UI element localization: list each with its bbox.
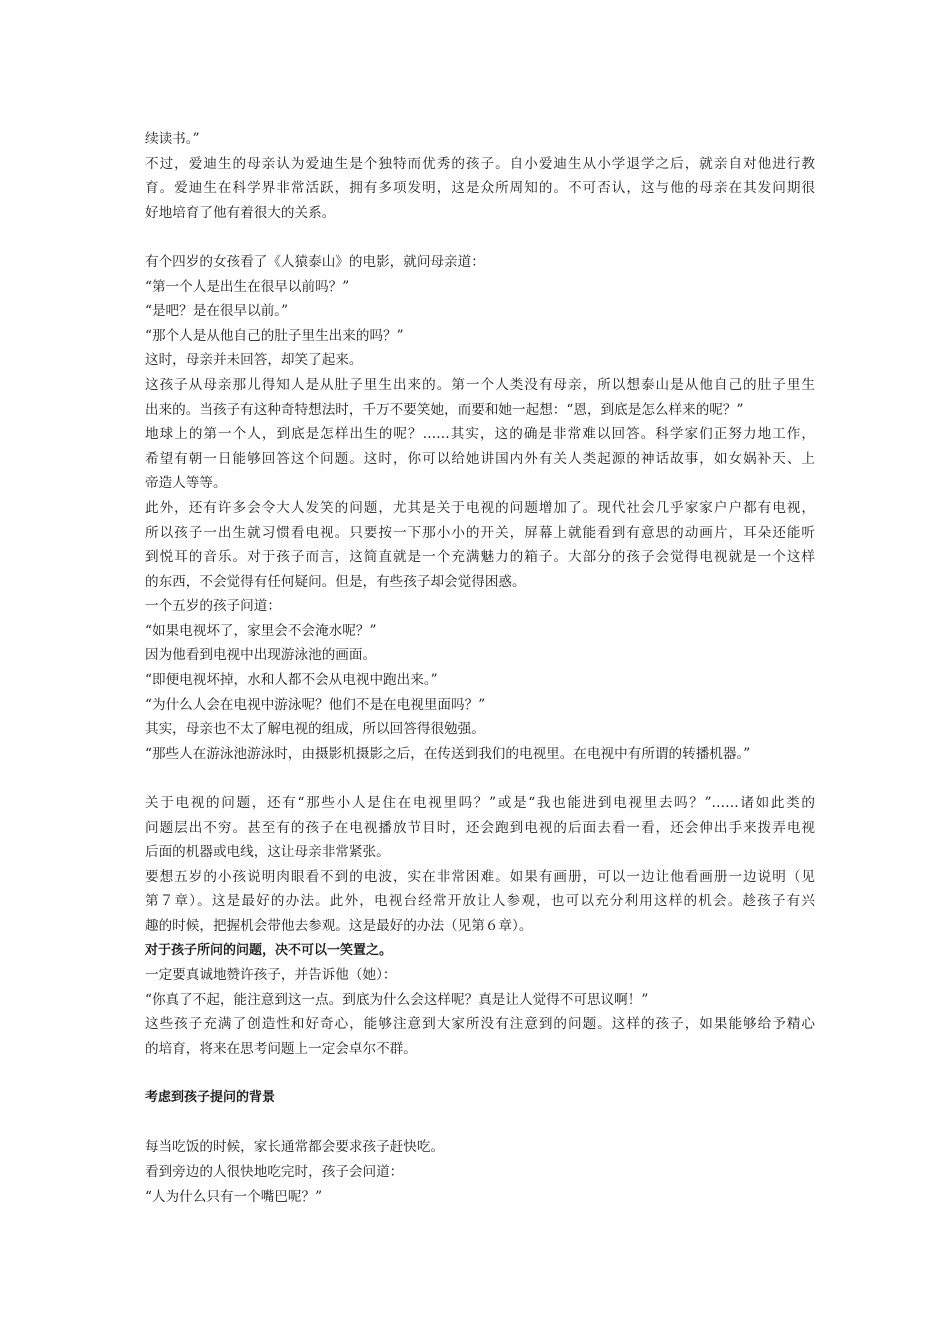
- paragraph-spacer: [145, 766, 815, 791]
- text-line: 续读书。”: [145, 131, 200, 147]
- text-line: “第一个人是出生在很早以前吗？”: [145, 278, 350, 295]
- paragraph: [145, 668, 815, 693]
- text-line: “人为什么只有一个嘴巴呢？”: [145, 1188, 323, 1205]
- paragraph: [145, 1185, 815, 1210]
- paragraph: [145, 988, 815, 1013]
- paragraph: [145, 1160, 815, 1185]
- bold-paragraph: [145, 939, 815, 964]
- text-line: “如果电视坏了，家里会不会淹水呢？”: [145, 622, 377, 639]
- text-line: “是吧？是在很早以前。”: [145, 303, 289, 320]
- text-line: 要想五岁的小孩说明肉眼看不到的电波，实在非常困难。如果有画册，可以一边让他看画册一边说明（见: [145, 868, 815, 885]
- text-line: 这孩子从母亲那儿得知人是从肚子里生出来的。第一个人类没有母亲，所以想泰山是从他自己的肚子里生: [145, 376, 815, 393]
- text-line: 地球上的第一个人，到底是怎样出生的呢？……其实，这的确是非常难以回答。科学家们正努力地工作，: [145, 426, 815, 443]
- text-line: 趣的时候，把握机会带他去参观。这是最好的办法（见第６章）。: [145, 918, 533, 934]
- text-line: 这时，母亲并未回答，却笑了起来。: [145, 352, 363, 369]
- paragraph: [145, 619, 815, 644]
- text-line: 的东西，不会觉得有任何疑问。但是，有些孩子却会觉得困惑。: [145, 573, 526, 590]
- text-line: 希望有朝一日能够回答这个问题。这时，你可以给她讲国内外有关人类起源的神话故事，如女娲补天、上: [145, 450, 815, 467]
- paragraph: [145, 422, 815, 496]
- text-line: 每当吃饭的时候，家长通常都会要求孩子赶快吃。: [145, 1139, 445, 1156]
- paragraph: [145, 643, 815, 668]
- text-line: 问题层出不穷。甚至有的孩子在电视播放节目时，还会跑到电视的后面去看一看，还会伸出手来拨弄电视: [145, 819, 815, 836]
- paragraph: [145, 324, 815, 349]
- paragraph: [145, 865, 815, 939]
- paragraph: [145, 791, 815, 865]
- text-line: 第７章）。这是最好的办法。此外，电视台经常开放让人参观，也可以充分利用这样的机会。趁孩子有兴: [145, 893, 815, 910]
- paragraph: [145, 742, 815, 767]
- paragraph-spacer: [145, 1062, 815, 1087]
- paragraph: [145, 127, 815, 152]
- text-line: 考虑到孩子提问的背景: [145, 1090, 276, 1106]
- text-line: 好地培育了他有着很大的关系。: [145, 204, 336, 221]
- text-line: 后面的机器或电线，这让母亲非常紧张。: [145, 844, 390, 861]
- text-line: 此外，还有许多会令大人发笑的问题，尤其是关于电视的问题增加了。现代社会几乎家家户户都有电视，: [145, 499, 815, 516]
- paragraph: [145, 299, 815, 324]
- text-line: 这些孩子充满了创造性和好奇心，能够注意到大家所没有注意到的问题。这样的孩子，如果能够给予精心: [145, 1016, 815, 1033]
- paragraph-spacer: [145, 1111, 815, 1136]
- text-line: 一个五岁的孩子问道：: [145, 598, 281, 615]
- text-line: 的培育，将来在思考问题上一定会卓尔不群。: [145, 1040, 417, 1057]
- paragraph: [145, 594, 815, 619]
- paragraph: [145, 1012, 815, 1061]
- paragraph: [145, 348, 815, 373]
- text-line: 关于电视的问题，还有“那些小人是住在电视里吗？”或是“我也能进到电视里去吗？”……诸如此类的: [145, 795, 815, 812]
- document-page: [145, 127, 815, 1209]
- text-line: 到悦耳的音乐。对于孩子而言，这简直就是一个充满魅力的箱子。大部分的孩子会觉得电视就是一个这样: [145, 549, 815, 566]
- paragraph: [145, 373, 815, 422]
- text-line: 出来的。当孩子有这种奇特想法时，千万不要笑她，而要和她一起想：“恩，到底是怎么样来的呢？”: [145, 401, 744, 418]
- text-line: 其实，母亲也不太了解电视的组成，所以回答得很勉强。: [145, 721, 485, 738]
- text-line: “你真了不起，能注意到这一点。到底为什么会这样呢？真是让人觉得不可思议啊！”: [145, 991, 649, 1008]
- text-line: 所以孩子一出生就习惯看电视。只要按一下那小小的开关，屏幕上就能看到有意思的动画片，耳朵还能听: [145, 524, 815, 541]
- text-line: 帝造人等等。: [145, 475, 227, 492]
- text-line: “那个人是从他自己的肚子里生出来的吗？”: [145, 327, 404, 344]
- text-line: 育。爱迪生在科学界非常活跃，拥有多项发明，这是众所周知的。不可否认，这与他的母亲在其发问期很: [145, 180, 815, 197]
- paragraph: [145, 1135, 815, 1160]
- text-line: “为什么人会在电视中游泳呢？他们不是在电视里面吗？”: [145, 696, 486, 713]
- paragraph: [145, 250, 815, 275]
- text-line: 因为他看到电视中出现游泳池的画面。: [145, 647, 377, 664]
- paragraph: [145, 152, 815, 226]
- text-line: 对于孩子所问的问题，决不可以一笑置之。: [145, 942, 393, 958]
- paragraph: [145, 693, 815, 718]
- text-line: “即便电视坏掉，水和人都不会从电视中跑出来。”: [145, 672, 438, 689]
- paragraph: [145, 963, 815, 988]
- text-line: 有个四岁的女孩看了《人猿泰山》的电影，就问母亲道：: [145, 253, 485, 270]
- paragraph-spacer: [145, 225, 815, 250]
- paragraph: [145, 717, 815, 742]
- text-line: “那些人在游泳池游泳时，由摄影机摄影之后，在传送到我们的电视里。在电视中有所谓的转播机器。”: [145, 745, 751, 762]
- text-line: 一定要真诚地赞许孩子，并告诉他（她）：: [145, 967, 397, 984]
- paragraph: [145, 275, 815, 300]
- text-line: 不过，爱迪生的母亲认为爱迪生是个独特而优秀的孩子。自小爱迪生从小学退学之后，就亲自对他进行教: [145, 155, 815, 172]
- section-heading: [145, 1086, 815, 1111]
- text-line: 看到旁边的人很快地吃完时，孩子会问道：: [145, 1163, 404, 1180]
- paragraph: [145, 496, 815, 594]
